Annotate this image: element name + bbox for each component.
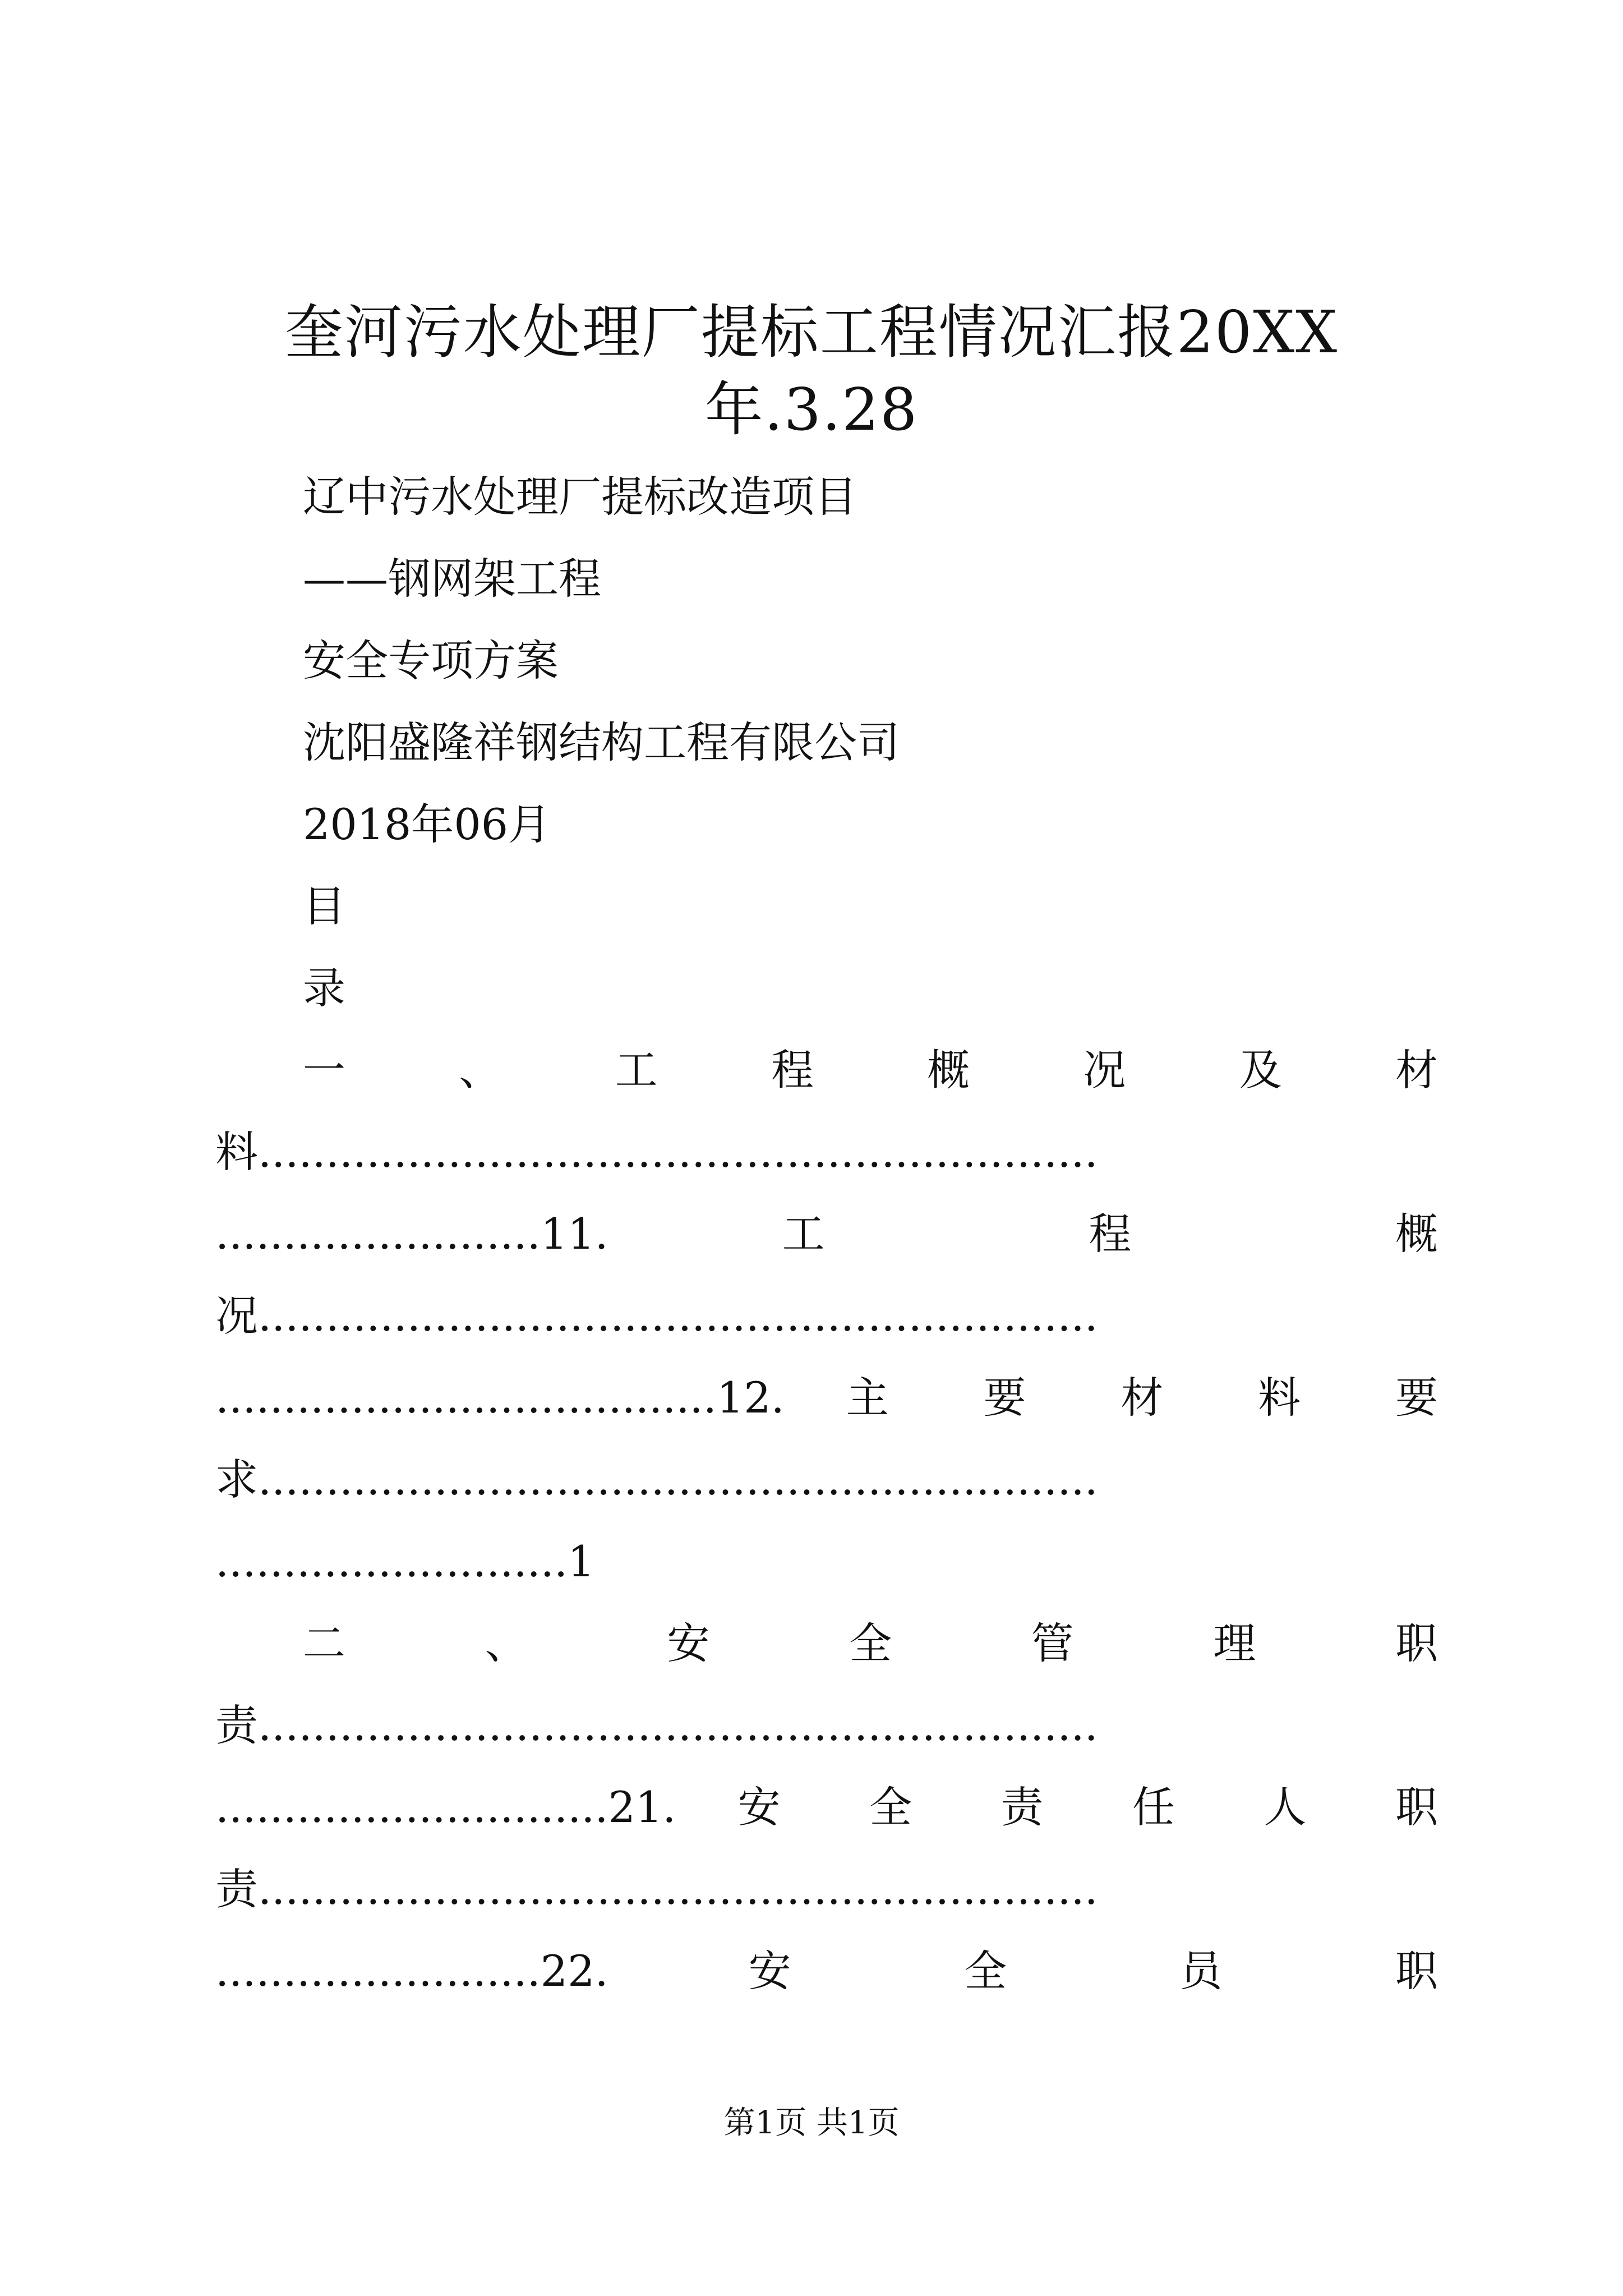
toc-item-1-2-page-row: .......................... 1 (215, 1535, 1438, 1589)
toc-section-2-title: 二 、 安 全 管 理 职 (303, 1618, 1438, 1668)
toc-item-2-1-row: ............................. 21. 安 全 责 任 人 职 (215, 1780, 1438, 1834)
project-name: 辽中污水处理厂提标改造项目 (303, 472, 857, 522)
toc-item-1-2-row: ..................................... 12. 主 要 材 料 要 (215, 1371, 1438, 1425)
document-type: 安全专项方案 (303, 636, 559, 685)
document-title-line-2: 年.3.28 (704, 375, 919, 444)
subproject-name: ——钢网架工程 (303, 554, 601, 604)
toc-section-2-dot-leader: 责.............................................................. (215, 1700, 1098, 1750)
toc-item-1-2-dot-leader: 求.............................................................. (215, 1455, 1098, 1504)
toc-section-1-dot-leader: 料.............................................................. (215, 1127, 1098, 1177)
toc-page-number: 1 (568, 1536, 595, 1586)
company-name: 沈阳盛隆祥钢结构工程有限公司 (303, 717, 900, 767)
toc-page-number: 11. (540, 1209, 608, 1259)
toc-section-1-title: 一 、 工 程 概 况 及 材 (303, 1045, 1438, 1095)
toc-item-2-1-dot-leader: 责.............................................................. (215, 1864, 1098, 1914)
toc-item-1-1-dot-leader: 况.............................................................. (215, 1291, 1098, 1341)
toc-page-number: 12. (716, 1373, 785, 1423)
toc-page-number: 21. (608, 1782, 676, 1832)
toc-item-2-2-row: ........................ 22. 安 全 员 职 (215, 1944, 1438, 1998)
document-title-line-1: 奎河污水处理厂提标工程情况汇报20XX (284, 298, 1339, 366)
toc-heading-2: 录 (303, 963, 345, 1013)
toc-item-1-1-row: ........................ 11. 工 程 概 (215, 1207, 1438, 1261)
page-footer: 第1页 共1页 (723, 2105, 900, 2141)
document-date: 2018年06月 (303, 799, 551, 849)
toc-heading-1: 目 (303, 881, 345, 931)
toc-page-number: 22. (540, 1946, 608, 1996)
